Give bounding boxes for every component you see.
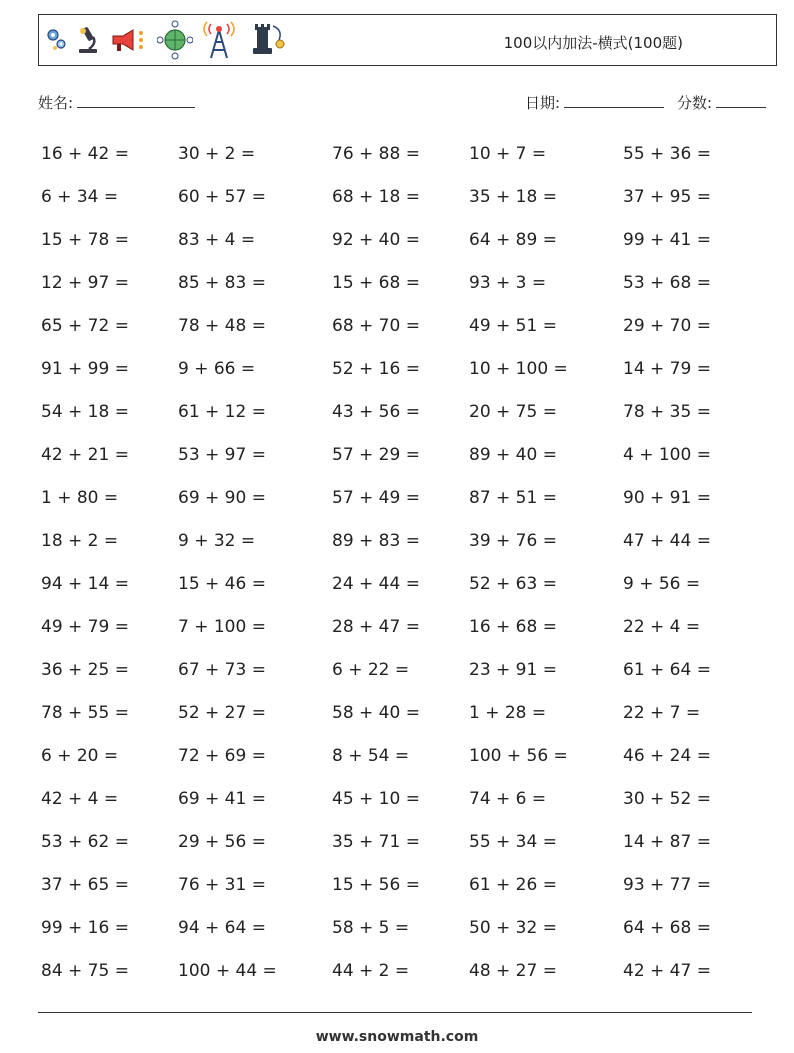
date-label: 日期: [525,94,561,112]
problem-item: 35 + 71 = [332,832,420,852]
problem-item: 83 + 4 = [178,230,256,250]
problem-item: 29 + 56 = [178,832,266,852]
problem-item: 22 + 7 = [623,703,701,723]
problem-item: 1 + 28 = [469,703,547,723]
problem-item: 93 + 77 = [623,875,711,895]
problem-item: 8 + 54 = [332,746,410,766]
problem-item: 90 + 91 = [623,488,711,508]
problem-item: 72 + 69 = [178,746,266,766]
problem-item: 78 + 35 = [623,402,711,422]
chess-rook-icon [245,20,287,60]
problem-item: 49 + 51 = [469,316,557,336]
problem-item: 14 + 87 = [623,832,711,852]
problem-item: 89 + 83 = [332,531,420,551]
problem-item: 45 + 10 = [332,789,420,809]
problem-item: 20 + 75 = [469,402,557,422]
problem-item: 16 + 68 = [469,617,557,637]
problem-row [41,605,761,648]
problem-item: 14 + 79 = [623,359,711,379]
problem-item: 64 + 89 = [469,230,557,250]
problem-item: 53 + 62 = [41,832,129,852]
problem-item: 42 + 47 = [623,961,711,981]
problem-row [41,175,761,218]
problem-row [41,777,761,820]
problem-item: 53 + 68 = [623,273,711,293]
problem-item: 6 + 20 = [41,746,119,766]
problem-item: 58 + 5 = [332,918,410,938]
problem-item: 65 + 72 = [41,316,129,336]
problem-item: 18 + 2 = [41,531,119,551]
problem-item: 15 + 56 = [332,875,420,895]
problem-item: 12 + 97 = [41,273,129,293]
problem-item: 64 + 68 = [623,918,711,938]
problem-item: 74 + 6 = [469,789,547,809]
problem-row [41,476,761,519]
problem-grid [41,132,761,992]
problem-item: 61 + 12 = [178,402,266,422]
problem-item: 47 + 44 = [623,531,711,551]
problem-item: 15 + 78 = [41,230,129,250]
problem-item: 48 + 27 = [469,961,557,981]
problem-row [41,261,761,304]
megaphone-icon [109,25,149,55]
problem-item: 39 + 76 = [469,531,557,551]
problem-item: 46 + 24 = [623,746,711,766]
problem-row [41,347,761,390]
problem-row [41,691,761,734]
problem-item: 6 + 22 = [332,660,410,680]
name-blank-line[interactable] [77,93,195,108]
problem-row [41,562,761,605]
problem-item: 61 + 26 = [469,875,557,895]
header-box [38,14,777,66]
problem-item: 55 + 36 = [623,144,711,164]
problem-row [41,949,761,992]
problem-item: 37 + 95 = [623,187,711,207]
problem-item: 87 + 51 = [469,488,557,508]
problem-item: 100 + 44 = [178,961,277,981]
problem-item: 50 + 32 = [469,918,557,938]
problem-item: 78 + 55 = [41,703,129,723]
problem-item: 99 + 41 = [623,230,711,250]
problem-item: 53 + 97 = [178,445,266,465]
problem-item: 52 + 16 = [332,359,420,379]
problem-item: 28 + 47 = [332,617,420,637]
problem-item: 49 + 79 = [41,617,129,637]
problem-item: 37 + 65 = [41,875,129,895]
problem-item: 91 + 99 = [41,359,129,379]
problem-item: 94 + 14 = [41,574,129,594]
problem-item: 58 + 40 = [332,703,420,723]
problem-item: 1 + 80 = [41,488,119,508]
problem-item: 30 + 52 = [623,789,711,809]
problem-item: 78 + 48 = [178,316,266,336]
problem-item: 61 + 64 = [623,660,711,680]
problem-row [41,132,761,175]
problem-item: 9 + 32 = [178,531,256,551]
problem-item: 94 + 64 = [178,918,266,938]
footer-site: www.snowmath.com [315,1029,479,1045]
problem-item: 44 + 2 = [332,961,410,981]
problem-item: 57 + 29 = [332,445,420,465]
problem-item: 52 + 27 = [178,703,266,723]
problem-row [41,648,761,691]
problem-row [41,820,761,863]
problem-row [41,390,761,433]
problem-item: 7 + 100 = [178,617,266,637]
date-blank-line[interactable] [564,93,664,108]
problem-row [41,519,761,562]
problem-item: 10 + 7 = [469,144,547,164]
footer-divider [38,1012,752,1013]
problem-item: 6 + 34 = [41,187,119,207]
problem-item: 69 + 90 = [178,488,266,508]
problem-item: 4 + 100 = [623,445,711,465]
name-label: 姓名: [38,94,74,112]
score-blank-line[interactable] [716,93,766,108]
problem-item: 60 + 57 = [178,187,266,207]
problem-item: 36 + 25 = [41,660,129,680]
problem-row [41,433,761,476]
problem-item: 68 + 70 = [332,316,420,336]
problem-item: 84 + 75 = [41,961,129,981]
problem-row [41,218,761,261]
problem-item: 76 + 88 = [332,144,420,164]
problem-item: 22 + 4 = [623,617,701,637]
problem-item: 76 + 31 = [178,875,266,895]
problem-item: 68 + 18 = [332,187,420,207]
problem-item: 69 + 41 = [178,789,266,809]
problem-row [41,906,761,949]
problem-item: 57 + 49 = [332,488,420,508]
problem-item: 9 + 66 = [178,359,256,379]
problem-item: 100 + 56 = [469,746,568,766]
problem-item: 92 + 40 = [332,230,420,250]
problem-item: 55 + 34 = [469,832,557,852]
score-label: 分数: [677,94,713,112]
problem-item: 29 + 70 = [623,316,711,336]
score-field[interactable] [677,92,766,113]
problem-item: 43 + 56 = [332,402,420,422]
problem-item: 42 + 4 = [41,789,119,809]
problem-item: 15 + 68 = [332,273,420,293]
problem-item: 24 + 44 = [332,574,420,594]
network-globe-icon [157,20,193,60]
problem-item: 89 + 40 = [469,445,557,465]
problem-item: 35 + 18 = [469,187,557,207]
problem-item: 93 + 3 = [469,273,547,293]
problem-item: 85 + 83 = [178,273,266,293]
problem-item: 52 + 63 = [469,574,557,594]
radio-tower-icon [201,20,237,60]
worksheet-title: 100以内加法-横式(100题) [503,34,683,52]
microscope-icon [75,23,101,57]
problem-item: 23 + 91 = [469,660,557,680]
problem-item: 99 + 16 = [41,918,129,938]
date-field[interactable] [525,92,664,113]
problem-item: 9 + 56 = [623,574,701,594]
problem-row [41,863,761,906]
name-field[interactable] [38,92,195,113]
problem-item: 67 + 73 = [178,660,266,680]
problem-item: 15 + 46 = [178,574,266,594]
header-icons [45,20,287,60]
gears-icon [45,25,67,55]
problem-item: 10 + 100 = [469,359,568,379]
problem-row [41,734,761,777]
problem-item: 16 + 42 = [41,144,129,164]
problem-item: 30 + 2 = [178,144,256,164]
problem-item: 54 + 18 = [41,402,129,422]
problem-row [41,304,761,347]
problem-item: 42 + 21 = [41,445,129,465]
